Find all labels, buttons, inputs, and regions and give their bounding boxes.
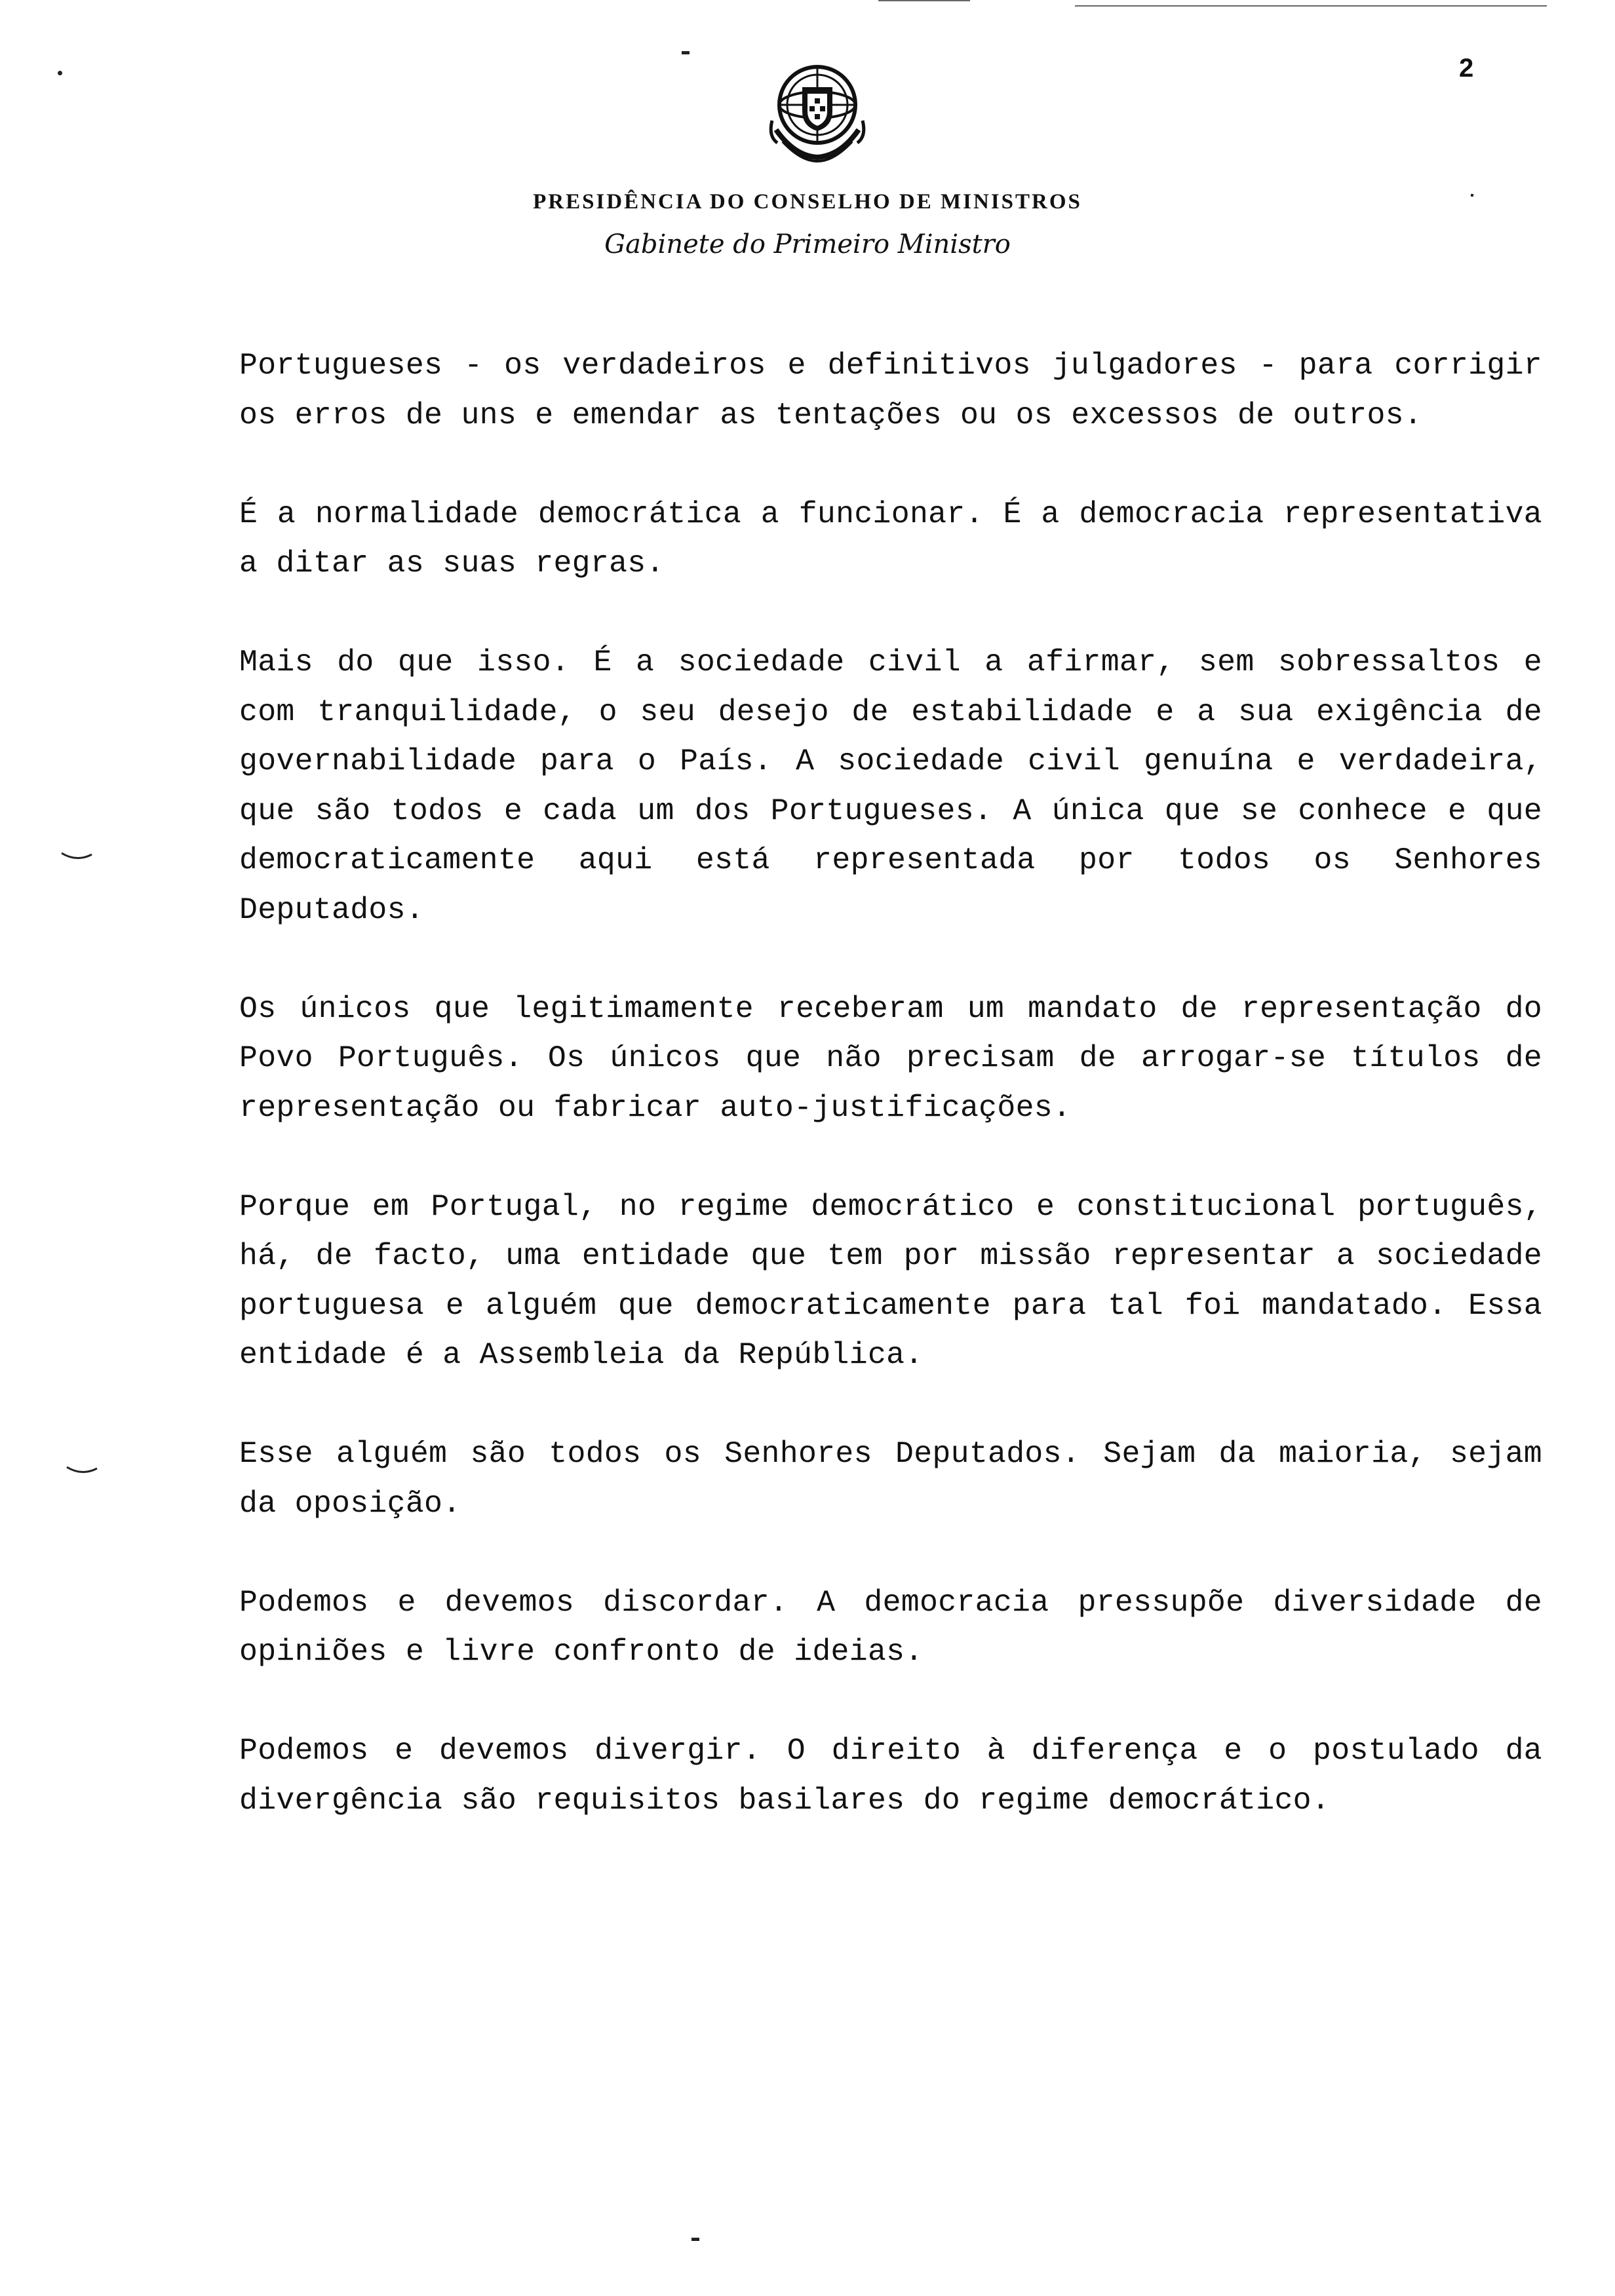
scan-speck: [691, 2238, 699, 2241]
paragraph: Esse alguém são todos os Senhores Deputados. Sejam da maioria, sejam da oposição.: [239, 1436, 1542, 1521]
paragraph: Portugueses - os verdadeiros e definitivos julgadores - para corrigir os erros de uns e emendar as tentações ou os excessos de outros.: [239, 348, 1542, 432]
scan-speck: [682, 51, 690, 54]
punch-hole-mark-lower: [66, 1464, 98, 1478]
paragraph: Podemos e devemos divergir. O direito à diferença e o postulado da divergência são requisitos basilares do regime democrático.: [239, 1733, 1542, 1818]
punch-hole-mark-upper: [60, 851, 93, 864]
scan-top-rule-right: [1075, 5, 1547, 7]
paragraph: É a normalidade democrática a funcionar. É a democracia representativa a ditar as suas regras.: [239, 496, 1542, 581]
office-subtitle: Gabinete do Primeiro Ministro: [604, 229, 1011, 259]
coat-of-arms-icon: [768, 58, 866, 166]
paragraph: Mais do que isso. É a sociedade civil a afirmar, sem sobressaltos e com tranquilidade, o seu desejo de estabilidade e a sua exigência de governabilidade para o País. A sociedade civil genuína e verdadeira, que são todos e cada um dos Portugueses. A única que se conhece e que democraticamente aqui está representada por todos os Senhores Deputados.: [239, 645, 1542, 927]
page-number: 2: [1459, 54, 1474, 83]
document-body: [239, 341, 1542, 1875]
scan-speck: [58, 71, 62, 75]
paragraph: Os únicos que legitimamente receberam um mandato de representação do Povo Português. Os únicos que não precisam de arrogar-se títulos de representação ou fabricar auto-justificações.: [239, 991, 1542, 1125]
paragraph: Porque em Portugal, no regime democrático e constitucional português, há, de facto, uma entidade que tem por missão representar a sociedade portuguesa e alguém que democraticamente para tal foi mandatado. Essa entidade é a Assembleia da República.: [239, 1189, 1542, 1372]
scan-top-rule-left: [878, 0, 970, 1]
institution-title: PRESIDÊNCIA DO CONSELHO DE MINISTROS: [533, 190, 1082, 214]
paragraph: Podemos e devemos discordar. A democracia pressupõe diversidade de opiniões e livre confronto de ideias.: [239, 1584, 1542, 1669]
